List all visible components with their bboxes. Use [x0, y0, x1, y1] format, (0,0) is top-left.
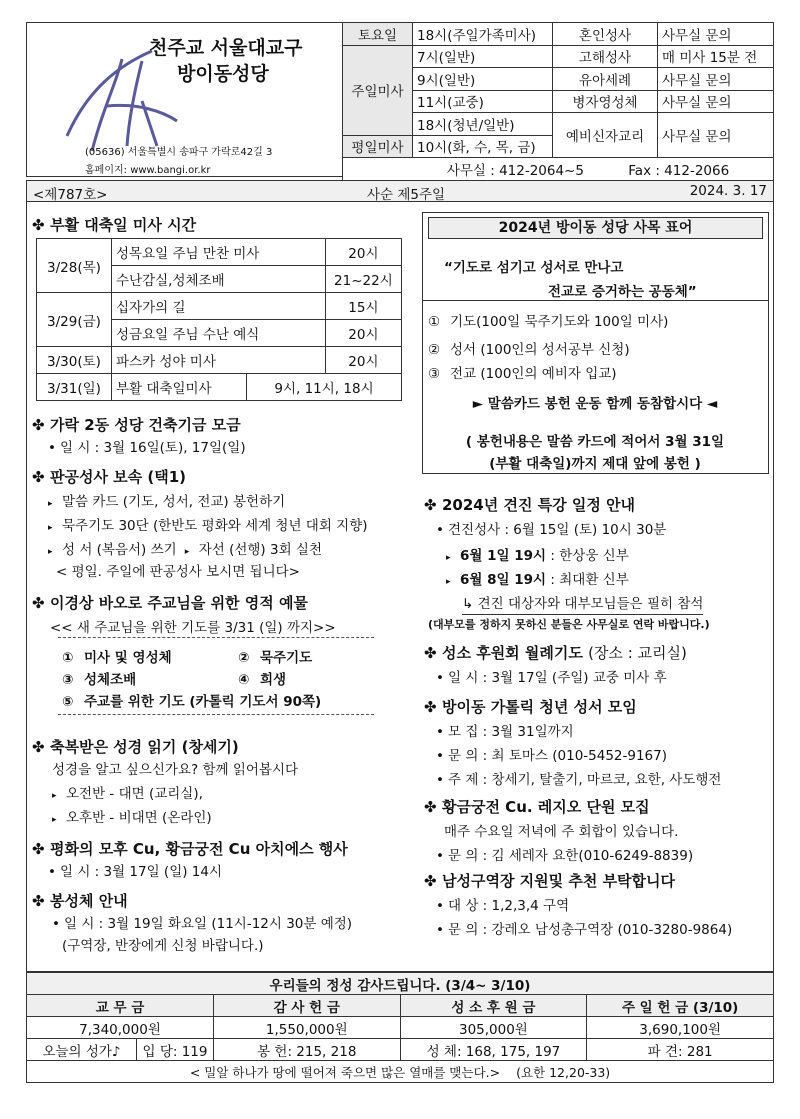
office-phone: 사무실 : 412-2064~5 [446, 162, 584, 179]
easter-time: 20시 [325, 320, 401, 347]
peace-date: • 일 시 : 3월 17일 (일) 14시 [48, 864, 223, 880]
bible-item: ▸ 오후반 - 비대면 (온라인) [52, 810, 212, 826]
easter-event: 성목요일 주님 만찬 미사 [112, 239, 326, 266]
parish-logo-box [26, 22, 342, 177]
bullet-icon: • [436, 848, 444, 864]
sacrament-info: 사무실 문의 [658, 68, 774, 91]
triangle-icon: ▸ [48, 523, 53, 533]
sacrament-info: 사무실 문의 [658, 90, 774, 113]
bullet-icon: • [48, 864, 56, 880]
bishop-item: ④ 희생 [238, 672, 287, 688]
pangong-item: ▸ 묵주기도 30단 (한반도 평화와 세계 청년 대회 지향) [48, 518, 368, 534]
diamond-icon: ✤ [424, 872, 437, 890]
bullet-icon: • [436, 522, 444, 538]
issue-number: <제787호> [33, 187, 108, 203]
hymn-communion: 성 체: 168, 175, 197 [400, 1039, 587, 1061]
diamond-icon: ✤ [32, 738, 45, 756]
sacrament-info: 사무실 문의 [658, 23, 774, 46]
triangle-icon: ▸ [446, 577, 451, 587]
hymn-label: 오늘의 성가♪ [27, 1039, 137, 1061]
triangle-icon: ▸ [184, 547, 190, 557]
confirm-note: (구역장, 반장에게 신청 바랍니다.) [62, 938, 264, 954]
mass-time-weekday: 10시(화, 수, 목, 금) [413, 135, 553, 158]
donor-section-title: ✤ 성소 후원회 월례기도 (장소 : 교리실) [424, 644, 687, 662]
diamond-icon: ✤ [32, 416, 45, 434]
diamond-icon: ✤ [32, 892, 45, 910]
men-line: • 문 의 : 강레오 남성총구역장 (010-3280-9864) [436, 922, 733, 938]
bullet-icon: • [436, 748, 444, 764]
easter-time: 15시 [325, 293, 401, 320]
bible-desc: 성경을 알고 싶으신가요? 함께 읽어봅시다 [52, 762, 299, 778]
bishop-item: ① 미사 및 영성체 [62, 650, 172, 666]
easter-schedule-table [36, 238, 402, 401]
bishop-section-title: ✤ 이경상 바오로 주교님을 위한 영적 예물 [32, 594, 308, 612]
confirm-section-title: ✤ 봉성체 안내 [32, 892, 128, 910]
bishop-subtitle: << 새 주교님을 위한 기도를 3/31 (일) 까지>> [50, 620, 336, 636]
bible-item: ▸ 오전반 - 대면 (교리실), [52, 786, 203, 802]
issue-bar [26, 180, 774, 202]
confirmation-note: ↳ 견진 대상자와 대부모님들은 필히 참석 [462, 592, 703, 615]
hymn-recessional: 파 견: 281 [587, 1039, 774, 1061]
bullet-icon: • [436, 670, 444, 686]
offering-header: 주 일 헌 금 (3/10) [587, 995, 774, 1017]
confirmation-date: • 견진성사 : 6월 15일 (토) 10시 30분 [436, 522, 667, 538]
sacrament-name: 병자영성체 [553, 90, 658, 113]
easter-event: 수난감실,성체조배 [112, 266, 326, 293]
divider [422, 300, 769, 301]
mass-time-sunday: 7시(일반) [413, 45, 553, 68]
mass-day-weekday: 평일미사 [343, 135, 413, 158]
scripture-quote: < 밀알 하나가 땅에 떨어져 죽으면 많은 열매를 맺는다.> (요한 12,20-33) [27, 1061, 774, 1083]
bullet-icon: • [436, 772, 444, 788]
pangong-item: ▸ 성 서 (복음서) 쓰기 ▸ 자선 (선행) 3회 실천 [48, 542, 322, 558]
goal-title: 2024년 방이동 성당 사목 표어 [428, 217, 763, 239]
easter-date: 3/28(목) [37, 239, 112, 293]
garak-section-title: ✤ 가락 2동 성당 건축기금 모금 [32, 416, 241, 434]
mass-schedule-table [342, 22, 774, 181]
garak-date: • 일 시 : 3월 16일(토), 17일(일) [48, 440, 246, 456]
sacrament-name: 혼인성사 [553, 23, 658, 46]
bullet-icon: • [436, 724, 444, 740]
bible-section-title: ✤ 축복받은 성경 읽기 (창세기) [32, 738, 239, 756]
bullet-icon: • [436, 898, 444, 914]
goal-item: ② 성서 (100인의 성서공부 신청) [428, 342, 630, 358]
offering-value: 3,690,100원 [587, 1017, 774, 1039]
goal-motto-line2: 전교로 증거하는 공동체” [548, 284, 697, 300]
easter-event: 파스카 성야 미사 [112, 347, 326, 374]
issue-date: 2024. 3. 17 [689, 183, 767, 199]
youth-line: • 문 의 : 최 토마스 (010-5452-9167) [436, 748, 668, 764]
legio-contact: • 문 의 : 김 세레자 요한(010-6249-8839) [436, 848, 694, 864]
diamond-icon: ✤ [32, 840, 45, 858]
mass-time-sunday: 11시(교중) [413, 90, 553, 113]
triangle-icon: ▸ [48, 547, 53, 557]
men-section-title: ✤ 남성구역장 지원및 추천 부탁합니다 [424, 872, 676, 890]
bishop-item: ② 묵주기도 [238, 650, 313, 666]
goal-offer-line2: (부활 대축일)까지 제대 앞에 봉헌 ) [489, 456, 701, 472]
diamond-icon: ✤ [424, 798, 437, 816]
divider [58, 714, 374, 715]
triangle-icon: ▸ [52, 791, 57, 801]
confirmation-lecture: ▸ 6월 1일 19시 : 한상웅 신부 [446, 548, 629, 564]
mass-day-saturday: 토요일 [343, 23, 413, 46]
confirmation-lecture: ▸ 6월 8일 19시 : 최대환 신부 [446, 572, 629, 588]
easter-date: 3/30(토) [37, 347, 112, 374]
sacrament-name: 고해성사 [553, 45, 658, 68]
bishop-item: ⑤ 주교를 위한 기도 (카톨릭 기도서 90쪽) [62, 694, 322, 710]
easter-event: 성금요일 주님 수난 예식 [112, 320, 326, 347]
sacrament-name: 예비신자교리 [553, 113, 658, 158]
peace-section-title: ✤ 평화의 모후 Cu, 황금궁전 Cu 아치에스 행사 [32, 840, 348, 858]
mass-time-saturday: 18시(주일가족미사) [413, 23, 553, 46]
offering-table [26, 972, 774, 1083]
goal-item: ③ 전교 (100인의 예비자 입교) [428, 366, 617, 382]
easter-time: 21~22시 [325, 266, 401, 293]
parish-homepage: 홈페이지: www.bangi.or.kr [85, 165, 211, 176]
easter-event: 십자가의 길 [112, 293, 326, 320]
offering-title: 우리들의 정성 감사드립니다. (3/4~ 3/10) [27, 973, 774, 995]
mass-time-sunday: 9시(일반) [413, 68, 553, 91]
diamond-icon: ✤ [424, 698, 437, 716]
sacrament-name: 유아세례 [553, 68, 658, 91]
youth-section-title: ✤ 방이동 가톨릭 청년 성서 모임 [424, 698, 637, 716]
hymn-offertory: 봉 헌: 215, 218 [213, 1039, 400, 1061]
donor-date: • 일 시 : 3월 17일 (주일) 교중 미사 후 [436, 670, 667, 686]
issue-sunday: 사순 제5주일 [367, 187, 446, 203]
pangong-section-title: ✤ 판공성사 보속 (택1) [32, 468, 187, 486]
diamond-icon: ✤ [424, 644, 437, 662]
confirmation-warning: (대부모를 정하지 못하신 분들은 사무실로 연락 바랍니다.) [428, 618, 710, 631]
office-fax: Fax : 412-2066 [628, 162, 730, 179]
hymn-entrance: 입 당: 119 [137, 1039, 214, 1061]
parish-name-line2: 방이동성당 [177, 63, 269, 85]
easter-date: 3/31(일) [37, 374, 112, 401]
diamond-icon: ✤ [32, 216, 45, 234]
youth-line: • 모 집 : 3월 31일까지 [436, 724, 574, 740]
triangle-icon: ▸ [446, 553, 451, 563]
offering-header: 교 무 금 [27, 995, 214, 1017]
offering-header: 성 소 후 원 금 [400, 995, 587, 1017]
goal-campaign: ► 말씀카드 봉헌 운동 함께 동참합시다 ◄ [472, 396, 718, 412]
triangle-icon: ▸ [52, 815, 57, 825]
diamond-icon: ✤ [32, 594, 45, 612]
legio-desc: 매주 수요일 저녁에 주 회합이 있습니다. [444, 824, 679, 840]
confirmation-section-title: ✤ 2024년 견진 특강 일정 안내 [424, 496, 636, 514]
divider [58, 637, 374, 638]
offering-value: 1,550,000원 [213, 1017, 400, 1039]
offering-value: 7,340,000원 [27, 1017, 214, 1039]
triangle-icon: ▸ [48, 499, 53, 509]
youth-line: • 주 제 : 창세기, 탈출기, 마르코, 요한, 사도행전 [436, 772, 722, 788]
bullet-icon: • [52, 916, 60, 932]
diamond-icon: ✤ [32, 468, 45, 486]
parish-name-line1: 천주교 서울대교구 [149, 37, 303, 59]
bullet-icon: • [436, 922, 444, 938]
bishop-item: ③ 성체조배 [62, 672, 137, 688]
easter-time: 20시 [325, 239, 401, 266]
goal-motto-line1: “기도로 섬기고 성서로 만나고 [444, 260, 624, 276]
mass-time-sunday: 18시(청년/일반) [413, 113, 553, 136]
offering-header: 감 사 헌 금 [213, 995, 400, 1017]
parish-address: (05636) 서울특별시 송파구 가락로42길 3 [85, 147, 273, 158]
sacrament-info: 사무실 문의 [658, 113, 774, 158]
men-line: • 대 상 : 1,2,3,4 구역 [436, 898, 570, 914]
offering-value: 305,000원 [400, 1017, 587, 1039]
pangong-item: ▸ 말씀 카드 (기도, 성서, 전교) 봉헌하기 [48, 494, 286, 510]
bullet-icon: • [48, 440, 56, 456]
easter-date: 3/29(금) [37, 293, 112, 347]
sacrament-info: 매 미사 15분 전 [658, 45, 774, 68]
easter-time: 9시, 11시, 18시 [247, 374, 402, 401]
easter-time: 20시 [325, 347, 401, 374]
diamond-icon: ✤ [424, 496, 437, 514]
easter-section-title: ✤ 부활 대축일 미사 시간 [32, 216, 197, 234]
goal-item: ① 기도(100일 묵주기도와 100일 미사) [428, 314, 669, 330]
confirm-date: • 일 시 : 3월 19일 화요일 (11시-12시 30분 예정) [52, 916, 353, 932]
mass-day-sunday: 주일미사 [343, 45, 413, 135]
goal-offer-line1: ( 봉헌내용은 말씀 카드에 적어서 3월 31일 [465, 434, 725, 450]
legio-section-title: ✤ 황금궁전 Cu. 레지오 단원 모집 [424, 798, 650, 816]
easter-event: 부활 대축일미사 [112, 374, 247, 401]
pangong-note: < 평일. 주일에 판공성사 보시면 됩니다> [56, 564, 300, 580]
